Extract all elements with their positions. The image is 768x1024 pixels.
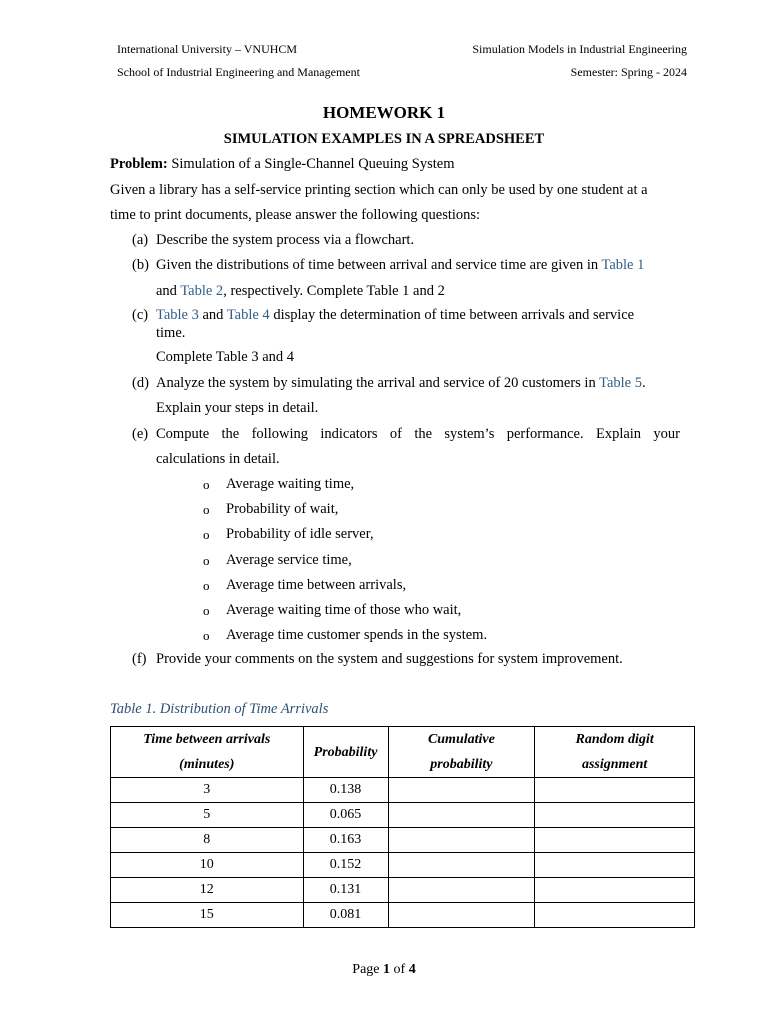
question-d-period: .	[641, 375, 646, 391]
header-university: International University – VNUHCM	[117, 42, 298, 56]
question-b-text-1: Given the distributions of time between arrival and service time are given in	[156, 257, 602, 273]
indicator-item: Average time customer spends in the system.	[226, 627, 488, 643]
cell-random-digit[interactable]	[535, 778, 695, 803]
cell-probability: 0.081	[303, 903, 388, 928]
question-c-mid: and	[198, 307, 227, 323]
footer-total-pages: 4	[408, 962, 416, 977]
indicator-item: Probability of idle server,	[226, 526, 374, 542]
table-row	[111, 878, 695, 903]
header-course: Simulation Models in Industrial Engineering	[472, 42, 687, 56]
cell-cumulative[interactable]	[388, 803, 535, 828]
header-semester: Semester: Spring - 2024	[570, 65, 687, 79]
bullet-marker: o	[203, 603, 210, 618]
question-d-text-2: Explain your steps in detail.	[156, 400, 319, 416]
col-header-cumulative	[388, 727, 535, 778]
problem-statement	[110, 156, 454, 173]
question-e-text-2: calculations in detail.	[156, 451, 280, 467]
table-header-row	[111, 727, 695, 778]
cell-cumulative[interactable]	[388, 903, 535, 928]
col-header-cumulative-line-2: probability	[430, 757, 493, 772]
footer-current-page: 1	[383, 962, 391, 977]
col-header-random-line-1: Random digit	[575, 732, 654, 747]
cell-time: 12	[111, 878, 304, 903]
indicator-item: Average waiting time,	[226, 476, 355, 492]
cell-time: 3	[111, 778, 304, 803]
bullet-marker: o	[203, 527, 210, 542]
question-e-label: (e)	[132, 426, 149, 442]
bullet-marker: o	[203, 578, 210, 593]
page-footer	[0, 962, 768, 978]
bullet-marker: o	[203, 477, 210, 492]
intro-line-1: Given a library has a self-service printing section which can only be used by one student at a	[110, 182, 648, 198]
cell-cumulative[interactable]	[388, 828, 535, 853]
question-b-line-1	[156, 257, 644, 274]
table-2-link[interactable]: Table 2	[180, 283, 224, 299]
cell-cumulative[interactable]	[388, 878, 535, 903]
question-d-line-1	[156, 375, 646, 392]
col-header-time-line-1: Time between arrivals	[143, 732, 271, 747]
question-d-label: (d)	[132, 375, 149, 391]
cell-cumulative[interactable]	[388, 853, 535, 878]
indicator-item: Average service time,	[226, 552, 352, 568]
cell-time: 5	[111, 803, 304, 828]
question-b-text-3: , respectively. Complete Table 1 and 2	[223, 283, 445, 299]
question-a-label: (a)	[132, 232, 149, 248]
table-1-link[interactable]: Table 1	[601, 257, 645, 273]
col-header-random-line-2: assignment	[581, 757, 648, 772]
intro-line-2: time to print documents, please answer the following questions:	[110, 207, 481, 223]
question-b-label: (b)	[132, 257, 149, 273]
indicator-item: Average waiting time of those who wait,	[226, 602, 462, 618]
bullet-marker: o	[203, 553, 210, 568]
col-header-time	[111, 727, 304, 778]
indicator-item: Probability of wait,	[226, 501, 339, 517]
cell-probability: 0.163	[303, 828, 388, 853]
question-f-label: (f)	[132, 651, 147, 667]
cell-probability: 0.131	[303, 878, 388, 903]
question-d-text-1: Analyze the system by simulating the arrival and service of 20 customers in	[156, 375, 600, 391]
cell-random-digit[interactable]	[535, 803, 695, 828]
cell-random-digit[interactable]	[535, 878, 695, 903]
page-title: HOMEWORK 1	[322, 103, 446, 122]
table-1-caption: Table 1. Distribution of Time Arrivals	[110, 701, 329, 717]
question-c-text-3: Complete Table 3 and 4	[156, 349, 295, 365]
table-row	[111, 903, 695, 928]
table-row	[111, 803, 695, 828]
question-a-text: Describe the system process via a flowchart.	[156, 232, 415, 248]
table-row	[111, 828, 695, 853]
footer-prefix: Page	[352, 962, 384, 977]
question-c-text-2: time.	[156, 325, 186, 341]
header-school: School of Industrial Engineering and Management	[117, 65, 360, 79]
problem-text: Simulation of a Single-Channel Queuing System	[171, 156, 455, 172]
col-header-time-line-2: (minutes)	[179, 757, 235, 772]
col-header-random-digit	[535, 727, 695, 778]
indicator-item: Average time between arrivals,	[226, 577, 407, 593]
question-e-text-1: Compute the following indicators of the system’s performance. Explain your	[156, 426, 680, 442]
table-1	[110, 726, 695, 928]
cell-random-digit[interactable]	[535, 903, 695, 928]
cell-cumulative[interactable]	[388, 778, 535, 803]
bullet-marker: o	[203, 628, 210, 643]
problem-label: Problem:	[110, 156, 168, 172]
question-c-text-1: display the determination of time between arrivals and service	[269, 307, 635, 323]
bullet-marker: o	[203, 502, 210, 517]
col-header-probability-label: Probability	[313, 744, 378, 760]
question-c-label: (c)	[132, 307, 149, 323]
page-subtitle: SIMULATION EXAMPLES IN A SPREADSHEET	[223, 131, 545, 147]
cell-probability: 0.152	[303, 853, 388, 878]
cell-time: 15	[111, 903, 304, 928]
cell-time: 10	[111, 853, 304, 878]
question-b-line-2	[156, 283, 445, 300]
table-row	[111, 778, 695, 803]
footer-of: of	[390, 962, 409, 977]
question-f-text: Provide your comments on the system and suggestions for system improvement.	[156, 651, 623, 667]
cell-probability: 0.065	[303, 803, 388, 828]
col-header-probability	[303, 727, 388, 778]
table-3-link[interactable]: Table 3	[156, 307, 199, 323]
cell-time: 8	[111, 828, 304, 853]
cell-random-digit[interactable]	[535, 853, 695, 878]
cell-random-digit[interactable]	[535, 828, 695, 853]
question-b-text-2: and	[156, 283, 181, 299]
col-header-cumulative-line-1: Cumulative	[427, 732, 495, 747]
table-5-link[interactable]: Table 5	[599, 375, 642, 391]
table-4-link[interactable]: Table 4	[226, 307, 270, 323]
cell-probability: 0.138	[303, 778, 388, 803]
question-c-line-1	[156, 307, 634, 324]
table-row	[111, 853, 695, 878]
